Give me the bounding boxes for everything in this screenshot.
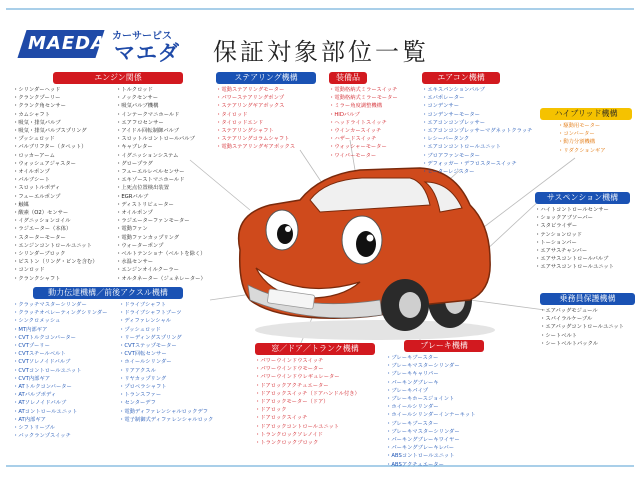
part-item: ・ ドアロック <box>255 406 375 414</box>
part-item: ・ CVT内部ギア <box>13 375 119 383</box>
part-item: ・ ブレーキマスターシリンダー <box>386 428 511 436</box>
part-item: ・ ATトルクコンバーター <box>13 383 119 391</box>
part-item: ・ ドライブシャフト <box>119 301 241 309</box>
part-item: ・ 電動ステアリングモーター <box>216 86 316 94</box>
part-item: ・ コンデンサー <box>422 102 552 110</box>
part-item: ・ ドアロックアクチュエーター <box>255 382 375 390</box>
part-item: ・ ウォッシュアジャスター <box>13 160 116 168</box>
category-drivetrain <box>13 287 241 440</box>
part-item: ・ プロペラシャフト <box>119 383 241 391</box>
part-item: ・ ブレーキブースター <box>386 354 511 362</box>
part-item: ・ 吸気・排気バルブ <box>13 119 116 127</box>
part-item: ・ 吸気・排気バルブスプリング <box>13 127 116 135</box>
part-item: ・ トランスファー <box>119 391 241 399</box>
part-item: ・ パーキングブレーキワイヤー <box>386 436 511 444</box>
part-item: ・ ドアロックスイッチ <box>255 414 375 422</box>
part-item: ・ CVTスチールベルト <box>13 350 119 358</box>
doors-list <box>255 357 375 447</box>
part-item: ・ グロープラグ <box>116 160 223 168</box>
part-item: ・ シフトリーブル <box>13 424 119 432</box>
suspension-header: サスペンション機構 <box>535 192 630 204</box>
part-item: ・ ブレーキパイプ <box>386 387 511 395</box>
part-item: ・ CVTステップモーター <box>119 342 241 350</box>
part-item: ・ ATバルブボディ <box>13 391 119 399</box>
part-item: ・ エアサスコントロールバルブ <box>535 255 630 263</box>
part-item: ・ ステアリングコラムシャフト <box>216 135 316 143</box>
suspension-list <box>535 206 630 272</box>
part-item: ・ シートベルト <box>540 332 635 340</box>
part-item: ・ ドアロックコントロールユニット <box>255 423 375 431</box>
part-item: ・ ディストリビューター <box>116 201 223 209</box>
part-item: ・ ヘッドライトスイッチ <box>329 119 419 127</box>
part-item: ・ ドアロックモーター（ドア） <box>255 398 375 406</box>
part-item: ・ スロットルコントロールバルブ <box>116 135 223 143</box>
part-item: ・ コンデンサーモーター <box>422 111 552 119</box>
part-item: ・ MT内部ギア <box>13 326 119 334</box>
part-item: ・ ブレーキキャリパー <box>386 370 511 378</box>
part-item: ・ コンロッド <box>13 266 116 274</box>
part-item: ・ オルタネーター（ジェネレーター） <box>116 275 223 283</box>
part-item: ・ クランク角センサー <box>13 102 116 110</box>
part-item: ・ タイロッド <box>216 111 316 119</box>
part-item: ・ 電動ファンカップリング <box>116 234 223 242</box>
part-item: ・ 駆動用モーター <box>558 122 632 130</box>
part-item: ・ ロッカーアーム <box>13 152 116 160</box>
category-brake <box>386 340 511 469</box>
part-item: ・ ATコントロールユニット <box>13 408 119 416</box>
part-item: ・ 上死点位置検出装置 <box>116 184 223 192</box>
part-item: ・ ベルトテンショナ（ベルトを除く） <box>116 250 223 258</box>
hybrid-header: ハイブリッド機構 <box>540 108 632 120</box>
part-item: ・ パワーステアリングポンプ <box>216 94 316 102</box>
part-item: ・ ショックアブソーバー <box>535 214 630 222</box>
maeda-logo: MAEDA <box>22 30 102 60</box>
part-item: ・ ウォーターポンプ <box>116 242 223 250</box>
brand-subtitle: カーサービス <box>112 31 172 42</box>
part-item: ・ ABSアクチュエーター <box>386 461 511 469</box>
part-item: ・ ステアリングシャフト <box>216 127 316 135</box>
part-item: ・ コンバーター <box>558 130 632 138</box>
part-item: ・ HIDバルブ <box>329 111 419 119</box>
part-item: ・ ブレーキブースター <box>386 420 511 428</box>
part-item: ・ 動力分割機構 <box>558 138 632 146</box>
part-item: ・ ミラー角度調整機構 <box>329 102 419 110</box>
equipment-header: 装備品 <box>329 72 367 84</box>
part-item: ・ CVT回転センサー <box>119 350 241 358</box>
part-item: ・ シンクロメッシュ <box>13 317 119 325</box>
part-item: ・ トランクロックソレノイド <box>255 431 375 439</box>
part-item: ・ パワーウインドウモーター <box>255 365 375 373</box>
part-item: ・ ラジエーター（本体） <box>13 225 116 233</box>
part-item: ・ 吸気バルブ機構 <box>116 102 223 110</box>
part-item: ・ リダクションギア <box>558 147 632 155</box>
part-item: ・ オイルポンプ <box>116 209 223 217</box>
part-item: ・ プッシュロッド <box>119 326 241 334</box>
part-item: ・ カムシャフト <box>13 111 116 119</box>
part-item: ・ ABSコントロールユニット <box>386 452 511 460</box>
part-item: ・ フューエルポンプ <box>13 193 116 201</box>
drivetrain-list-left <box>13 301 119 440</box>
category-hybrid <box>540 108 632 155</box>
part-item: ・ ホイールシリンダー <box>386 403 511 411</box>
brand-name: マエダ <box>114 41 180 65</box>
part-item: ・ エアフロセンサー <box>116 119 223 127</box>
part-item: ・ イグニッションシステム <box>116 152 223 160</box>
part-item: ・ バルブシート <box>13 176 116 184</box>
part-item: ・ CVTコントロールユニット <box>13 367 119 375</box>
part-item: ・ ATソレノイドバルブ <box>13 399 119 407</box>
part-item: ・ エンジンコントロールユニット <box>13 242 116 250</box>
drivetrain-header: 動力伝達機構／前後アクスル機構 <box>33 287 183 299</box>
steering-header: ステアリング機構 <box>216 72 316 84</box>
part-item: ・ CVTソレノイドバルブ <box>13 358 119 366</box>
part-item: ・ スターターモーター <box>13 234 116 242</box>
part-item: ・ プッシュロッド <box>13 135 116 143</box>
part-item: ・ スパイラルケーブル <box>540 315 635 323</box>
part-item: ・ インテークマニホールド <box>116 111 223 119</box>
category-aircon <box>422 72 552 176</box>
engine-list-right <box>116 86 223 283</box>
part-item: ・ エキゾーストマニホールド <box>116 176 223 184</box>
part-item: ・ エアサスコントロールユニット <box>535 263 630 271</box>
part-item: ・ ブレーキホースジョイント <box>386 395 511 403</box>
part-item: ・ ウォッシャーモーター <box>329 143 419 151</box>
part-item: ・ レシーバータンク <box>422 135 552 143</box>
engine-header: エンジン関係 <box>53 72 183 84</box>
part-item: ・ クランクプーリー <box>13 94 116 102</box>
part-item: ・ ホイールシリンダーインナーキット <box>386 411 511 419</box>
part-item: ・ 電動格納式ミラーモーター <box>329 94 419 102</box>
part-item: ・ エンジンオイルクーラー <box>116 266 223 274</box>
part-item: ・ デフォッガー・デフロスタースイッチ <box>422 160 552 168</box>
part-item: ・ ブレーキマスターシリンダー <box>386 362 511 370</box>
part-item: ・ ラジエーターファンモーター <box>116 217 223 225</box>
part-item: ・ パワーウインドウスイッチ <box>255 357 375 365</box>
category-suspension <box>535 192 630 272</box>
part-item: ・ タイロッドエンド <box>216 119 316 127</box>
part-item: ・ AT内部ギア <box>13 416 119 424</box>
category-engine <box>13 72 223 283</box>
part-item: ・ 電動ステアリングギアボックス <box>216 143 316 151</box>
category-doors <box>255 343 375 447</box>
part-item: ・ シリンダーヘッド <box>13 86 116 94</box>
safety-header: 乗務員保護機構 <box>540 293 635 305</box>
part-item: ・ 触媒 <box>13 201 116 209</box>
part-item: ・ 電動格納式ミラースイッチ <box>329 86 419 94</box>
brake-list <box>386 354 511 469</box>
category-equipment <box>329 72 419 160</box>
part-item: ・ テンションロッド <box>535 231 630 239</box>
part-item: ・ シートベルトバックル <box>540 340 635 348</box>
aircon-header: エアコン機構 <box>422 72 500 84</box>
part-item: ・ トランクロックブロック <box>255 439 375 447</box>
part-item: ・ クランクシャフト <box>13 275 116 283</box>
hybrid-list <box>558 122 632 155</box>
part-item: ・ スタビライザー <box>535 222 630 230</box>
part-item: ・ エアコンコンプレッサー <box>422 119 552 127</box>
part-item: ・ アイドル回転制御バルブ <box>116 127 223 135</box>
part-item: ・ パーキングブレーキ <box>386 379 511 387</box>
part-item: ・ クラッチマスターシリンダー <box>13 301 119 309</box>
part-item: ・ パーキングブレーキレバー <box>386 444 511 452</box>
part-item: ・ エアコンコントロールユニット <box>422 143 552 151</box>
part-item: ・ 電動ディファレンシャルロックデフ <box>119 408 241 416</box>
safety-list <box>540 307 635 348</box>
part-item: ・ バックランプスイッチ <box>13 432 119 440</box>
part-item: ・ CVTトルクコンバーター <box>13 334 119 342</box>
part-item: ・ エアバッグコントロールユニット <box>540 323 635 331</box>
part-item: ・ エアサスチャンバー <box>535 247 630 255</box>
part-item: ・ オイルポンプ <box>13 168 116 176</box>
aircon-list <box>422 86 552 176</box>
part-item: ・ トーションバー <box>535 239 630 247</box>
part-item: ・ ディファレンシャル <box>119 317 241 325</box>
engine-list-left <box>13 86 116 283</box>
part-item: ・ ドライブシャフトブーツ <box>119 309 241 317</box>
part-item: ・ リーディングスプリング <box>119 334 241 342</box>
part-item: ・ ステアリングギアボックス <box>216 102 316 110</box>
part-item: ・ フューエルレベルセンサー <box>116 168 223 176</box>
part-item: ・ エアバッグモジュール <box>540 307 635 315</box>
part-item: ・ ワイパーモーター <box>329 152 419 160</box>
part-item: ・ パワーウインドウレギュレーター <box>255 373 375 381</box>
equipment-list <box>329 86 419 160</box>
part-item: ・ トルクロッド <box>116 86 223 94</box>
part-item: ・ ホイールシリンダー <box>119 358 241 366</box>
category-safety <box>540 293 635 348</box>
part-item: ・ ピストン（リング・ピンを含む） <box>13 258 116 266</box>
category-steering <box>216 72 316 152</box>
part-item: ・ ハザードスイッチ <box>329 135 419 143</box>
part-item: ・ シリンダーブロック <box>13 250 116 258</box>
part-item: ・ ウインカースイッチ <box>329 127 419 135</box>
part-item: ・ 電子制御式ディファレンシャルロック <box>119 416 241 424</box>
part-item: ・ 水温センサー <box>116 258 223 266</box>
part-item: ・ CVTプーリー <box>13 342 119 350</box>
part-item: ・ リアアクスル <box>119 367 241 375</box>
part-item: ・ センターデフ <box>119 399 241 407</box>
part-item: ・ エキスパンションバルブ <box>422 86 552 94</box>
part-item: ・ ハイトコントロールセンサー <box>535 206 630 214</box>
part-item: ・ ノックセンサー <box>116 94 223 102</box>
brake-header: ブレーキ機構 <box>404 340 484 352</box>
part-item: ・ キャブレター <box>116 143 223 151</box>
part-item: ・ EGRバルブ <box>116 193 223 201</box>
part-item: ・ リヤカップリング <box>119 375 241 383</box>
page-title: 保証対象部位一覧 <box>213 38 429 66</box>
steering-list <box>216 86 316 152</box>
drivetrain-list-right <box>119 301 241 440</box>
part-item: ・ バルブリフター（タペット） <box>13 143 116 151</box>
doors-header: 窓／ドア／トランク機構 <box>255 343 375 355</box>
part-item: ・ ドアロックスイッチ（ドアハンドル付き） <box>255 390 375 398</box>
part-item: ・ ブロアファンモーター <box>422 152 552 160</box>
part-item: ・ イグニッションコイル <box>13 217 116 225</box>
part-item: ・ エバポレーター <box>422 94 552 102</box>
part-item: ・ エアコンコンプレッサーマグネットクラッチ <box>422 127 552 135</box>
part-item: ・ ヒーターレジスター <box>422 168 552 176</box>
part-item: ・ スロットルボディ <box>13 184 116 192</box>
part-item: ・ 酸素（O2）センサー <box>13 209 116 217</box>
part-item: ・ クラッチオペレーティングシリンダー <box>13 309 119 317</box>
part-item: ・ 電動ファン <box>116 225 223 233</box>
